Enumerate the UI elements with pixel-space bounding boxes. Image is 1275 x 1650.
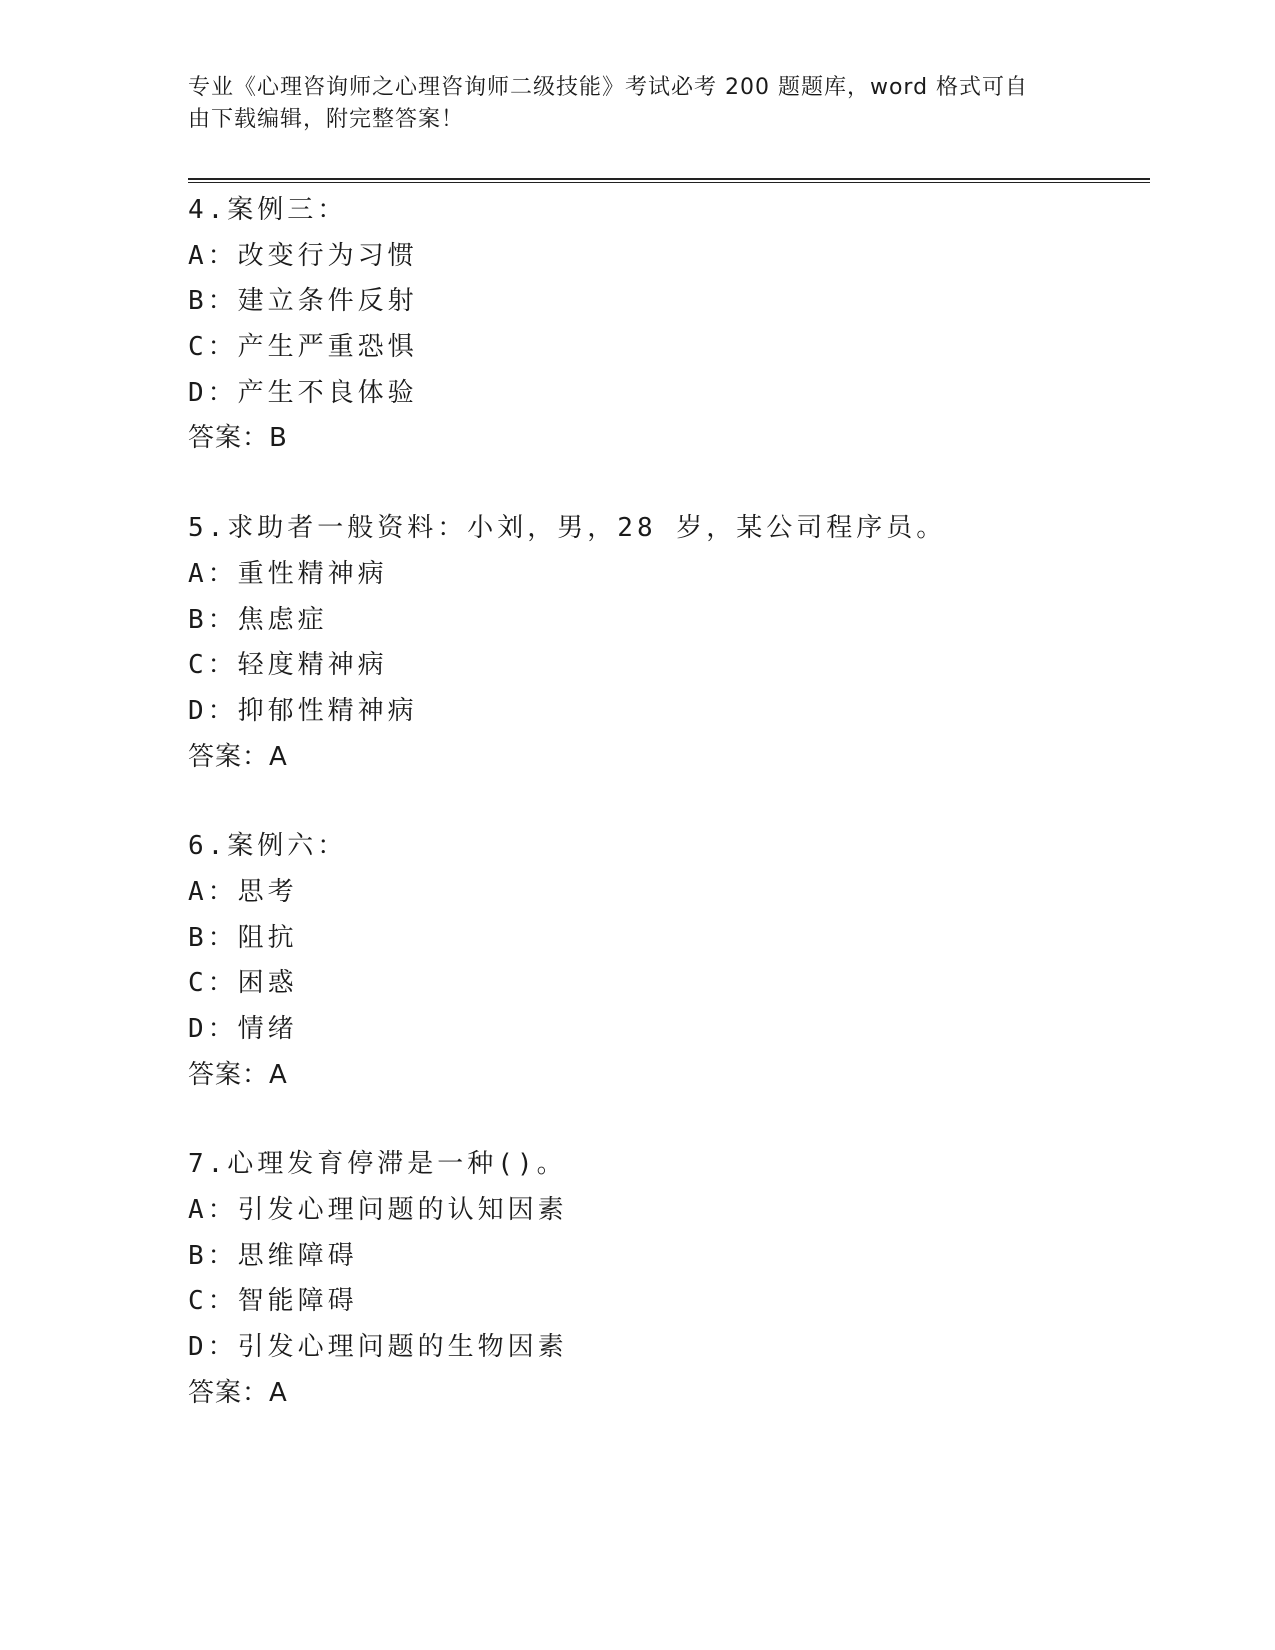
option-c: C：产生严重恐惧: [188, 332, 418, 363]
option-a: A：改变行为习惯: [188, 240, 418, 271]
option-a: A：引发心理问题的认知因素: [188, 1195, 568, 1226]
question-list: [188, 188, 1148, 1461]
option-c: C：困惑: [188, 968, 298, 999]
answer-line: 答案：B: [188, 423, 288, 454]
question-7: [188, 1142, 1148, 1416]
question-stem: 7.心理发育停滞是一种()。: [188, 1149, 567, 1180]
question-6: [188, 824, 1148, 1098]
question-stem: 4.案例三：: [188, 195, 348, 225]
question-4: [188, 188, 1148, 462]
option-d: D：产生不良体验: [188, 377, 418, 408]
option-d: D：引发心理问题的生物因素: [188, 1332, 568, 1363]
option-b: B：建立条件反射: [188, 286, 418, 317]
question-stem: 5.求助者一般资料：小刘，男，28 岁，某公司程序员。: [188, 513, 947, 544]
answer-line: 答案：A: [188, 741, 288, 772]
document-header: [188, 72, 1068, 136]
option-c: C：轻度精神病: [188, 650, 388, 681]
option-d: D：抑郁性精神病: [188, 695, 418, 726]
option-d: D：情绪: [188, 1014, 298, 1044]
option-a: A：思考: [188, 876, 298, 907]
header-line-1: 专业《心理咨询师之心理咨询师二级技能》考试必考 200 题题库，word 格式可自: [188, 75, 1029, 100]
option-a: A：重性精神病: [188, 558, 388, 589]
answer-line: 答案：A: [188, 1059, 288, 1090]
question-stem: 6.案例六：: [188, 831, 348, 862]
header-divider: [188, 178, 1150, 183]
question-5: [188, 506, 1148, 780]
option-c: C：智能障碍: [188, 1286, 358, 1317]
answer-line: 答案：A: [188, 1377, 288, 1408]
header-line-2: 由下载编辑，附完整答案！: [188, 107, 465, 132]
option-b: B：焦虑症: [188, 604, 328, 635]
option-b: B：阻抗: [188, 922, 298, 953]
option-b: B：思维障碍: [188, 1240, 358, 1271]
